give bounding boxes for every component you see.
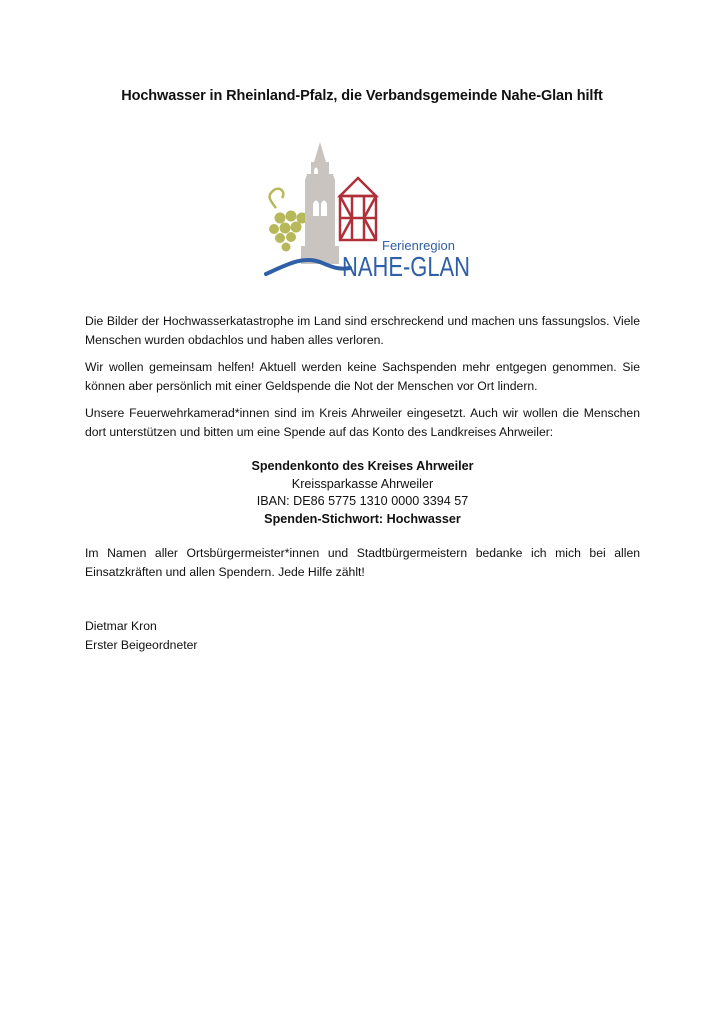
signature (85, 617, 197, 654)
bank-heading: Spendenkonto des Kreises Ahrweiler (251, 459, 474, 473)
paragraph-ahrweiler: Unsere Feuerwehrkamerad*innen sind im Kreis Ahrweiler eingesetzt. Auch wir wollen die Menschen dort unterstützen und bitten um eine Spende auf das Konto des Landkreises Ahrweiler: (85, 406, 640, 439)
signature-role: Erster Beigeordneter (85, 637, 198, 652)
bank-name: Kreissparkasse Ahrweiler (291, 476, 434, 491)
logo-name: NAHE-GLAN (342, 251, 470, 282)
signature-name: Dietmar Kron (85, 619, 157, 633)
bank-keyword: Spenden-Stichwort: Hochwasser (264, 511, 461, 526)
grapes-icon (269, 189, 308, 252)
paragraph-help: Wir wollen gemeinsam helfen! Aktuell werden keine Sachspenden mehr entgegen genommen. Sie können aber persönlich mit einer Geldspende die Not der Menschen vor Ort lindern. (85, 360, 640, 393)
page-title: Hochwasser in Rheinland-Pfalz, die Verbandsgemeinde Nahe-Glan hilft (121, 88, 603, 104)
paragraph-thanks: Im Namen aller Ortsbürgermeister*innen und Stadtbürgermeistern bedanke ich mich bei allen Einsatzkräften und allen Spendern. Jede Hilfe zählt! (85, 546, 640, 579)
nahe-glan-logo (258, 138, 474, 280)
church-tower-icon (301, 142, 339, 264)
logo-subtitle: Ferienregion (382, 238, 455, 253)
timber-house-icon (340, 178, 376, 240)
paragraph-intro: Die Bilder der Hochwasserkatastrophe im Land sind erschreckend und machen uns fassungslos. Viele Menschen wurden obdachlos und haben alles verloren. (85, 314, 640, 347)
bank-details (85, 458, 640, 528)
bank-iban: IBAN: DE86 5775 1310 0000 3394 57 (256, 494, 469, 508)
